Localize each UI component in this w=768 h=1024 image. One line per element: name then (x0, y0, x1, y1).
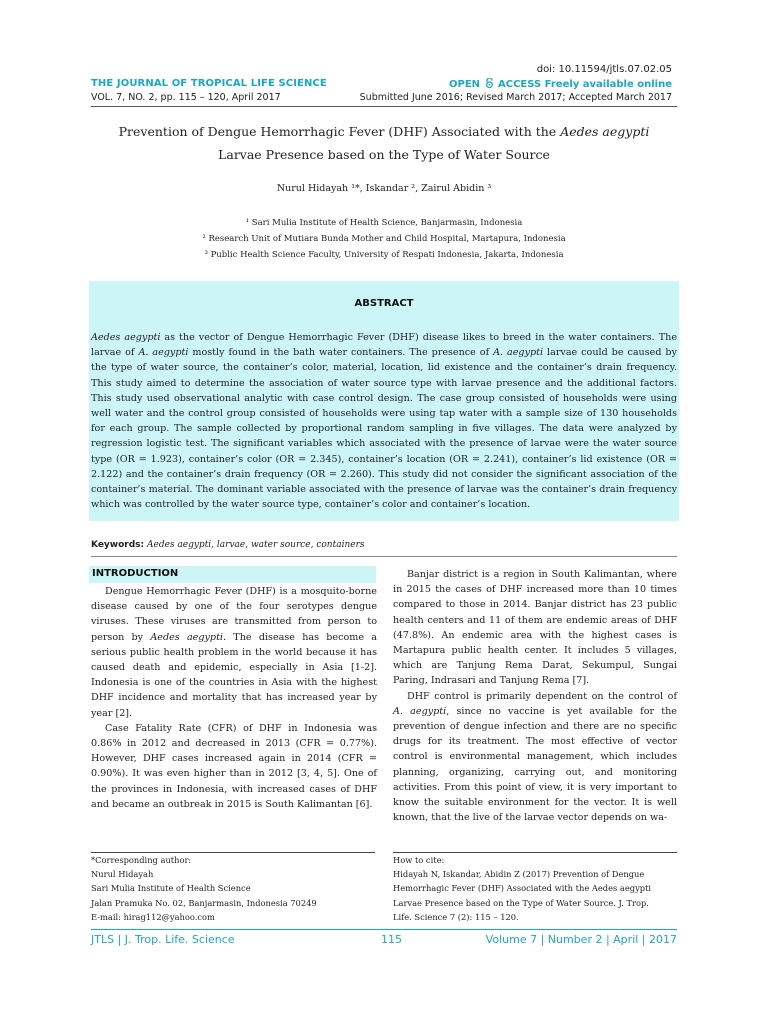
how-to-cite-note (393, 853, 683, 924)
right-column (393, 567, 677, 825)
abstract-italic-3: A. aegypti (493, 347, 544, 359)
doi: doi: 10.11594/jtls.07.02.05 (536, 64, 672, 75)
abstract-text (91, 330, 677, 512)
abstract-italic-2: A. aegypti (138, 347, 189, 359)
article-title (100, 120, 668, 166)
affiliation-3: ³ Public Health Science Faculty, University of Respati Indonesia, Jakarta, Indonesia (204, 250, 564, 260)
open-access-lock-icon (485, 78, 494, 88)
title-part2: Larvae Presence based on the Type of Water Source (218, 147, 550, 162)
footer-journal: JTLS | J. Trop. Life. Science (91, 933, 235, 946)
abstract-seg-2: mostly found in the bath water containers. The presence of (188, 347, 494, 359)
italic-segment: A. aegypti (393, 705, 447, 717)
note-line: Jalan Pramuka No. 02, Banjarmasin, Indonesia 70249 (91, 897, 317, 908)
keywords-label: Keywords: (91, 540, 145, 550)
introduction-heading-box (89, 566, 376, 583)
volume-info: VOL. 7, NO. 2, pp. 115 – 120, April 2017 (91, 92, 281, 103)
footer-divider (91, 929, 677, 930)
open-access-prefix: OPEN (448, 79, 481, 90)
text-segment: DHF control is primarily dependent on the control of (407, 690, 677, 702)
abstract-heading: ABSTRACT (354, 298, 414, 309)
open-access-label (449, 78, 672, 90)
note-line: Hemorrhagic Fever (DHF) Associated with the Aedes aegypti (393, 883, 652, 894)
note-line: Larvae Presence based on the Type of Water Source. J. Trop. (393, 897, 649, 908)
note-line: Hidayah N, Iskandar, Abidin Z (2017) Prevention of Dengue (393, 869, 645, 880)
keywords-divider (91, 556, 677, 557)
left-column (91, 584, 377, 812)
title-part1: Prevention of Dengue Hemorrhagic Fever (DHF) Associated with the (118, 124, 557, 139)
affiliation-2: ² Research Unit of Mutiara Bunda Mother and Child Hospital, Martapura, Indonesia (202, 234, 566, 244)
abstract-seg-1: as the vector of Dengue Hemorrhagic Fever (DHF) disease likes to breed in the water containers. The larvae of (91, 332, 677, 359)
note-line: How to cite: (393, 855, 445, 865)
text-segment: Dengue Hemorrhagic Fever (DHF) is a mosquito-borne disease caused by one of the four serotypes dengue viruses. These viruses are transmitted from person to person by (91, 586, 377, 643)
note-line: *Corresponding author: (91, 855, 192, 865)
introduction-heading: INTRODUCTION (92, 568, 179, 579)
text-segment: . The disease has become a serious public health problem in the world because it has caused death and epidemic, especially in Asia [1-2]. Indonesia is one of the countries in Asia with the highest DHF incidence and mortality that has increased year by year [2]. (91, 631, 378, 719)
paragraph: Banjar district is a region in South Kalimantan, where in 2015 the cases of DHF increased more than 10 times compared to those in 2014. Banjar district has 23 public health centers and 11 of them are endemic areas of DHF (47.8%). An endemic area with the highest cases is Martapura public health center. It includes 5 villages, which are Tanjung Rema Darat, Sekumpul, Sungai Paring, Indrasari and Tanjung Rema [7]. (393, 569, 677, 687)
journal-name: THE JOURNAL OF TROPICAL LIFE SCIENCE (91, 78, 327, 89)
note-line: Nurul Hidayah (91, 869, 154, 880)
text-segment: , since no vaccine is yet available for the prevention of dengue infection and there are no specific drugs for its treatment. The most effective of vector control is environmental management, which includes planning, organizing, carrying out, and monitoring activities. From this point of view, it is very important to know the suitable environment for the vector. It is well known, that the live of the larvae vector depends on wa- (393, 705, 677, 824)
page-number: 115 (381, 933, 402, 946)
abstract-box (89, 281, 679, 521)
open-access-suffix: ACCESS Freely available online (497, 79, 672, 90)
affiliation-1: ¹ Sari Mulia Institute of Health Science, Banjarmasin, Indonesia (245, 218, 523, 228)
italic-segment: Aedes aegypti (150, 631, 223, 643)
paragraph (393, 689, 677, 826)
keywords (91, 540, 365, 550)
abstract-seg-3: larvae could be caused by the type of water source, the container’s color, material, location, lid existence and the container’s drain frequency. This study aimed to determine the association of water source type with larvae presence and the additional factors. This study used observational analytic with case control design. The case group consisted of households were using well water and the control group consisted of households were using tap water with a sample size of 130 households for each group. The sample collected by proportional random sampling in five villages. The data were analyzed by regression logistic test. The significant variables which associated with the presence of larvae were the water source type (OR = 1.923), container’s color (OR = 2.345), container’s location (OR = 2.241), container’s lid existence (OR = 2.122) and the container’s drain frequency (OR = 2.260). This study did not consider the significant association of the container’s material. The dominant variable associated with the presence of larvae was the container’s drain frequency which was controlled by the water source type, container’s color and container’s location. (91, 347, 677, 511)
paragraph: Case Fatality Rate (CFR) of DHF in Indonesia was 0.86% in 2012 and decreased in 2013 (CFR = 0.77%). However, DHF cases increased again in 2014 (CFR = 0.90%). It was even higher than in 2012 [3, 4, 5]. One of the provinces in Indonesia, with increased cases of DHF and became an outbreak in 2015 is South Kalimantan [6]. (91, 722, 377, 810)
abstract-italic-1: Aedes aegypti (91, 332, 161, 343)
header-divider (91, 106, 677, 107)
paragraph (91, 584, 377, 721)
note-line: E-mail: hirag112@yahoo.com (91, 911, 215, 922)
footer-issue: Volume 7 | Number 2 | April | 2017 (485, 933, 677, 946)
submission-dates: Submitted June 2016; Revised March 2017; Accepted March 2017 (359, 92, 672, 103)
note-line: Life. Science 7 (2): 115 – 120. (393, 911, 519, 922)
note-line: Sari Mulia Institute of Health Science (91, 883, 251, 894)
title-italic: Aedes aegypti (560, 124, 650, 139)
authors: Nurul Hidayah ¹*, Iskandar ², Zairul Abidin ³ (276, 183, 492, 194)
corresponding-author-note (91, 853, 381, 924)
keywords-text: Aedes aegypti, larvae, water source, containers (147, 540, 365, 550)
